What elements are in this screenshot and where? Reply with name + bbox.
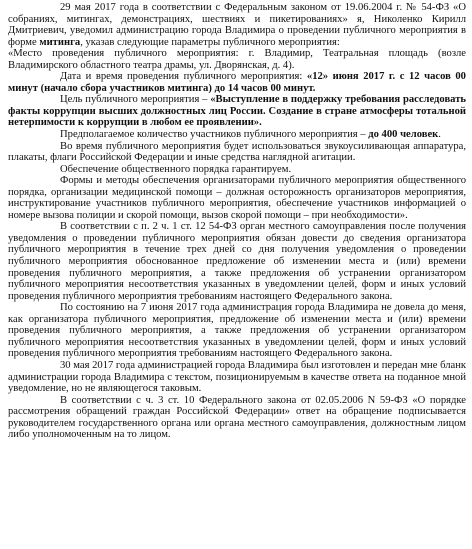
paragraph-text: Дата и время проведения публичного мероприятия: — [60, 71, 307, 83]
paragraph-bold-text: до 400 человек — [368, 129, 439, 141]
document-paragraph — [8, 302, 466, 360]
document-paragraph — [8, 221, 466, 302]
paragraph-text: . — [438, 129, 441, 141]
paragraph-text: Формы и методы обеспечения организаторами публичного мероприятия общественного порядка, организации медицинской помощи – должная осторожность организаторов мероприятия, инструктирование участников публичного мероприятия, обеспечение участников информацией о номере вызова полиции и скорой помощи, вызов скорой помощи – при необходимости». — [8, 175, 466, 221]
document-paragraph — [8, 175, 466, 221]
document-paragraph — [8, 141, 466, 164]
paragraph-text: Предполагаемое количество участников публичного мероприятия – — [60, 129, 369, 141]
paragraph-text: 30 мая 2017 года администрацией города Владимира был изготовлен и передан мне бланк администрации города Владимира с текстом, позиционируемым в качестве ответа на поданное мной уведомление, но не являющегося таковым. — [8, 359, 467, 395]
paragraph-text: Во время публичного мероприятия будет использоваться звукоусиливающая аппаратура, плакаты, флаги Российской Федерации и иные средства наглядной агитации. — [8, 140, 466, 164]
paragraph-bold-text: «Выступление в поддержку требования расследовать факты коррупции высших должностных лиц России. Создание в стране атмосферы тотальной нетерпимости к коррупции в любом ее проявлении». — [8, 94, 466, 129]
paragraph-text: По состоянию на 7 июня 2017 года администрация города Владимира не довела до меня, как организатора публичного мероприятия, предложение об изменении места и (или) времени проведения публичного мероприятия, а также предложения об устранении организатором публичного мероприятия несоответствия указанных в уведомлении целей, форм и иных условий проведения публичного мероприятия требованиям настоящего Федерального закона. — [8, 302, 466, 360]
paragraph-text: , указав следующие параметры публичного мероприятия: — [80, 36, 340, 48]
paragraph-text: 29 мая 2017 года в соответствии с Федеральным законом от 19.06.2004 г. № 54-ФЗ «О собраниях, митингах, демонстрациях, шествиях и пикетированиях» я, Николенко Кирилл Дмитриевич, уведомил администрацию города Владимира о проведении публичного мероприятия в форме — [8, 2, 466, 48]
paragraph-text: «Место проведения публичного мероприятия: г. Владимир, Театральная площадь (возле Владимирского областного театра драмы, ул. Дворянская, д. 4). — [8, 48, 466, 71]
paragraph-text: Цель публичного мероприятия – — [60, 94, 211, 106]
document-paragraph — [8, 94, 466, 129]
document-paragraph — [8, 360, 466, 395]
paragraph-text: В соответствии с ч. 3 ст. 10 Федерального закона от 02.05.2006 N 59-ФЗ «О порядке рассмотрения обращений граждан Российской Федерации» ответ на обращение подписывается руководителем государственного органа или органа местного самоуправления, должностным лицом либо уполномоченным на то лицом. — [8, 394, 466, 441]
document-paragraph — [8, 129, 466, 141]
paragraph-text: Обеспечение общественного порядка гарантируем. — [60, 163, 292, 175]
paragraph-bold-text: «12» июня 2017 г. с 12 часов 00 минут (начало сбора участников митинга) до 14 часов 00 минут. — [8, 71, 466, 94]
paragraph-text: В соответствии с п. 2 ч. 1 ст. 12 54-ФЗ орган местного самоуправления после получения уведомления о проведении публичного мероприятия обязан довести до сведения организатора публичного мероприятия в течение трех дней со дня получения уведомления о проведении публичного мероприятия обоснованное предложение об изменении места и (или) времени проведения публичного мероприятия, а также предложения об устранении организатором публичного мероприятия несоответствия указанных в уведомлении целей, форм и иных условий проведения публичного мероприятия требованиям настоящего Федерального закона. — [8, 221, 466, 302]
document-paragraph — [8, 164, 466, 176]
document-paragraph — [8, 2, 466, 48]
document-paragraph — [8, 71, 466, 94]
document-paragraph — [8, 395, 466, 441]
paragraph-bold-text: митинга — [39, 36, 81, 48]
document-paragraph — [8, 48, 466, 71]
